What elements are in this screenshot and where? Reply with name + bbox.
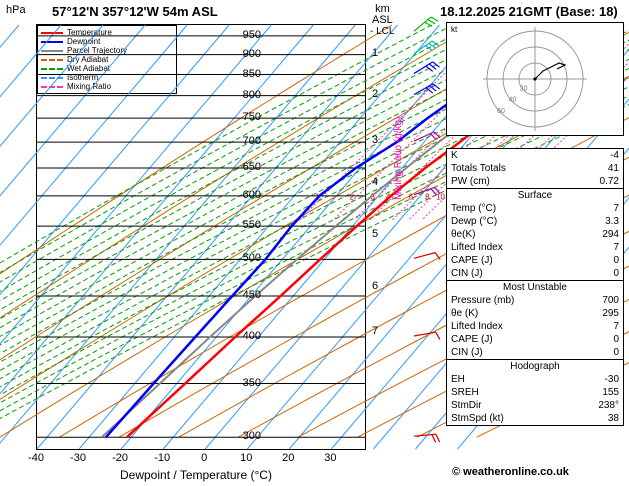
legend-label: Temperature <box>67 28 112 37</box>
svg-text:60: 60 <box>497 107 505 115</box>
index-key: CAPE (J) <box>451 334 493 345</box>
credit-text: © weatheronline.co.uk <box>452 466 569 478</box>
index-key: θe(K) <box>451 229 476 240</box>
svg-text:20: 20 <box>519 85 528 93</box>
index-row <box>447 399 623 412</box>
index-value: -30 <box>604 374 619 385</box>
index-value: 0 <box>613 268 619 279</box>
pressure-tick: 400 <box>242 330 261 343</box>
pressure-tick: 750 <box>242 111 261 124</box>
index-row <box>447 307 623 320</box>
isobar-lines <box>37 36 365 437</box>
index-row <box>447 254 623 267</box>
index-row <box>447 386 623 399</box>
index-value: 3.3 <box>605 216 619 227</box>
index-key: CIN (J) <box>451 268 483 279</box>
temperature-tick: -40 <box>28 452 44 464</box>
index-value: 295 <box>602 308 619 319</box>
index-key: EH <box>451 374 465 385</box>
legend-label: Wet Adiabat <box>67 64 110 73</box>
temperature-tick: -20 <box>112 452 129 464</box>
table-section-header: Surface <box>447 188 623 202</box>
height-tick: 4 <box>372 176 379 189</box>
index-value: 0 <box>613 334 619 345</box>
pressure-tick: 300 <box>242 430 261 443</box>
table-section-header: Most Unstable <box>447 280 623 294</box>
pressure-tick: 850 <box>242 67 261 80</box>
height-tick: 7 <box>372 324 379 337</box>
index-value: 41 <box>607 163 619 174</box>
svg-text:6: 6 <box>408 192 413 202</box>
index-key: StmSpd (kt) <box>451 413 504 424</box>
legend-label: Dry Adiabat <box>67 55 109 64</box>
height-tick: 3 <box>372 134 379 147</box>
index-key: Lifted Index <box>451 242 503 253</box>
hodograph-svg <box>447 23 623 135</box>
pressure-tick: 650 <box>242 160 261 173</box>
index-key: PW (cm) <box>451 176 490 187</box>
legend-label: Isotherm <box>67 73 99 82</box>
svg-text:1: 1 <box>315 192 320 202</box>
index-key: SREH <box>451 387 479 398</box>
index-row <box>447 373 623 386</box>
valid-time-header: 18.12.2025 21GMT (Base: 18) <box>440 4 618 19</box>
index-value: 0.72 <box>599 176 619 187</box>
index-key: K <box>451 150 458 161</box>
index-value: 0 <box>613 255 619 266</box>
pressure-tick: 900 <box>242 47 261 60</box>
index-value: -4 <box>610 150 619 161</box>
table-section-header: Hodograph <box>447 359 623 373</box>
index-row <box>447 412 623 425</box>
legend-label: Mixing Ratio <box>67 82 112 91</box>
pressure-tick: 950 <box>242 28 261 41</box>
index-key: Pressure (mb) <box>451 295 515 306</box>
height-tick: 1 <box>372 46 379 59</box>
temperature-tick: -10 <box>154 452 171 464</box>
temperature-tick: 10 <box>240 452 253 464</box>
pressure-tick: 800 <box>242 88 261 101</box>
index-key: StmDir <box>451 400 482 411</box>
index-value: 700 <box>602 295 619 306</box>
svg-text:40: 40 <box>508 96 517 104</box>
pressure-axis-unit: hPa <box>6 4 26 16</box>
pressure-tick: 500 <box>242 252 261 265</box>
legend-label: Parcel Trajectory <box>67 46 128 55</box>
svg-text:2: 2 <box>349 192 354 202</box>
svg-text:4: 4 <box>385 192 391 202</box>
temperature-tick: 20 <box>282 452 295 464</box>
svg-text:10: 10 <box>436 192 446 202</box>
index-row <box>447 346 623 359</box>
index-value: 38 <box>607 413 619 424</box>
index-row <box>447 228 623 241</box>
index-row <box>447 333 623 346</box>
index-row <box>447 215 623 228</box>
wind-barb-svg <box>396 24 436 450</box>
temperature-tick: -30 <box>70 452 86 464</box>
index-row <box>447 320 623 333</box>
height-tick: 5 <box>372 227 379 240</box>
index-key: θe (K) <box>451 308 479 319</box>
pressure-tick: 700 <box>242 135 261 148</box>
legend-label: Dewpoint <box>67 37 101 46</box>
pressure-tick: 350 <box>242 376 261 389</box>
height-axis-label <box>372 4 393 26</box>
index-value: 7 <box>613 242 619 253</box>
index-key: Totals Totals <box>451 163 506 174</box>
asl-label: ASL <box>372 14 393 26</box>
svg-text:8: 8 <box>425 192 430 202</box>
wind-barb-column <box>396 24 436 450</box>
km-label: km <box>375 3 390 15</box>
index-key: Dewp (°C) <box>451 216 498 227</box>
index-row <box>447 149 623 162</box>
height-tick: 2 <box>372 87 379 100</box>
hodograph-unit-label: kt <box>451 25 458 34</box>
index-value: 294 <box>602 229 619 240</box>
station-title: 57°12'N 357°12'W 54m ASL <box>52 4 218 19</box>
index-value: 155 <box>602 387 619 398</box>
mixing-ratio-axis-title: Mixing Ratio (g/kg) <box>393 116 404 200</box>
index-value: 7 <box>613 321 619 332</box>
index-row <box>447 294 623 307</box>
svg-text:3: 3 <box>370 192 375 202</box>
index-key: CIN (J) <box>451 347 483 358</box>
index-value: 7 <box>613 203 619 214</box>
hodograph-panel[interactable] <box>446 22 624 136</box>
index-row <box>447 241 623 254</box>
lcl-marker: - LCL <box>370 25 395 37</box>
index-row <box>447 202 623 215</box>
indices-table <box>446 148 624 426</box>
index-row <box>447 267 623 280</box>
temperature-tick: 30 <box>324 452 337 464</box>
height-tick: 6 <box>372 280 379 293</box>
index-key: CAPE (J) <box>451 255 493 266</box>
index-row <box>447 162 623 175</box>
temperature-tick: 0 <box>201 452 208 464</box>
index-value: 238° <box>598 400 619 411</box>
pressure-tick: 550 <box>242 219 261 232</box>
pressure-tick: 600 <box>242 188 261 201</box>
pressure-tick: 450 <box>242 289 261 301</box>
index-key: Temp (°C) <box>451 203 497 214</box>
index-value: 0 <box>613 347 619 358</box>
x-axis-title: Dewpoint / Temperature (°C) <box>120 468 272 482</box>
index-row <box>447 175 623 188</box>
index-key: Lifted Index <box>451 321 503 332</box>
